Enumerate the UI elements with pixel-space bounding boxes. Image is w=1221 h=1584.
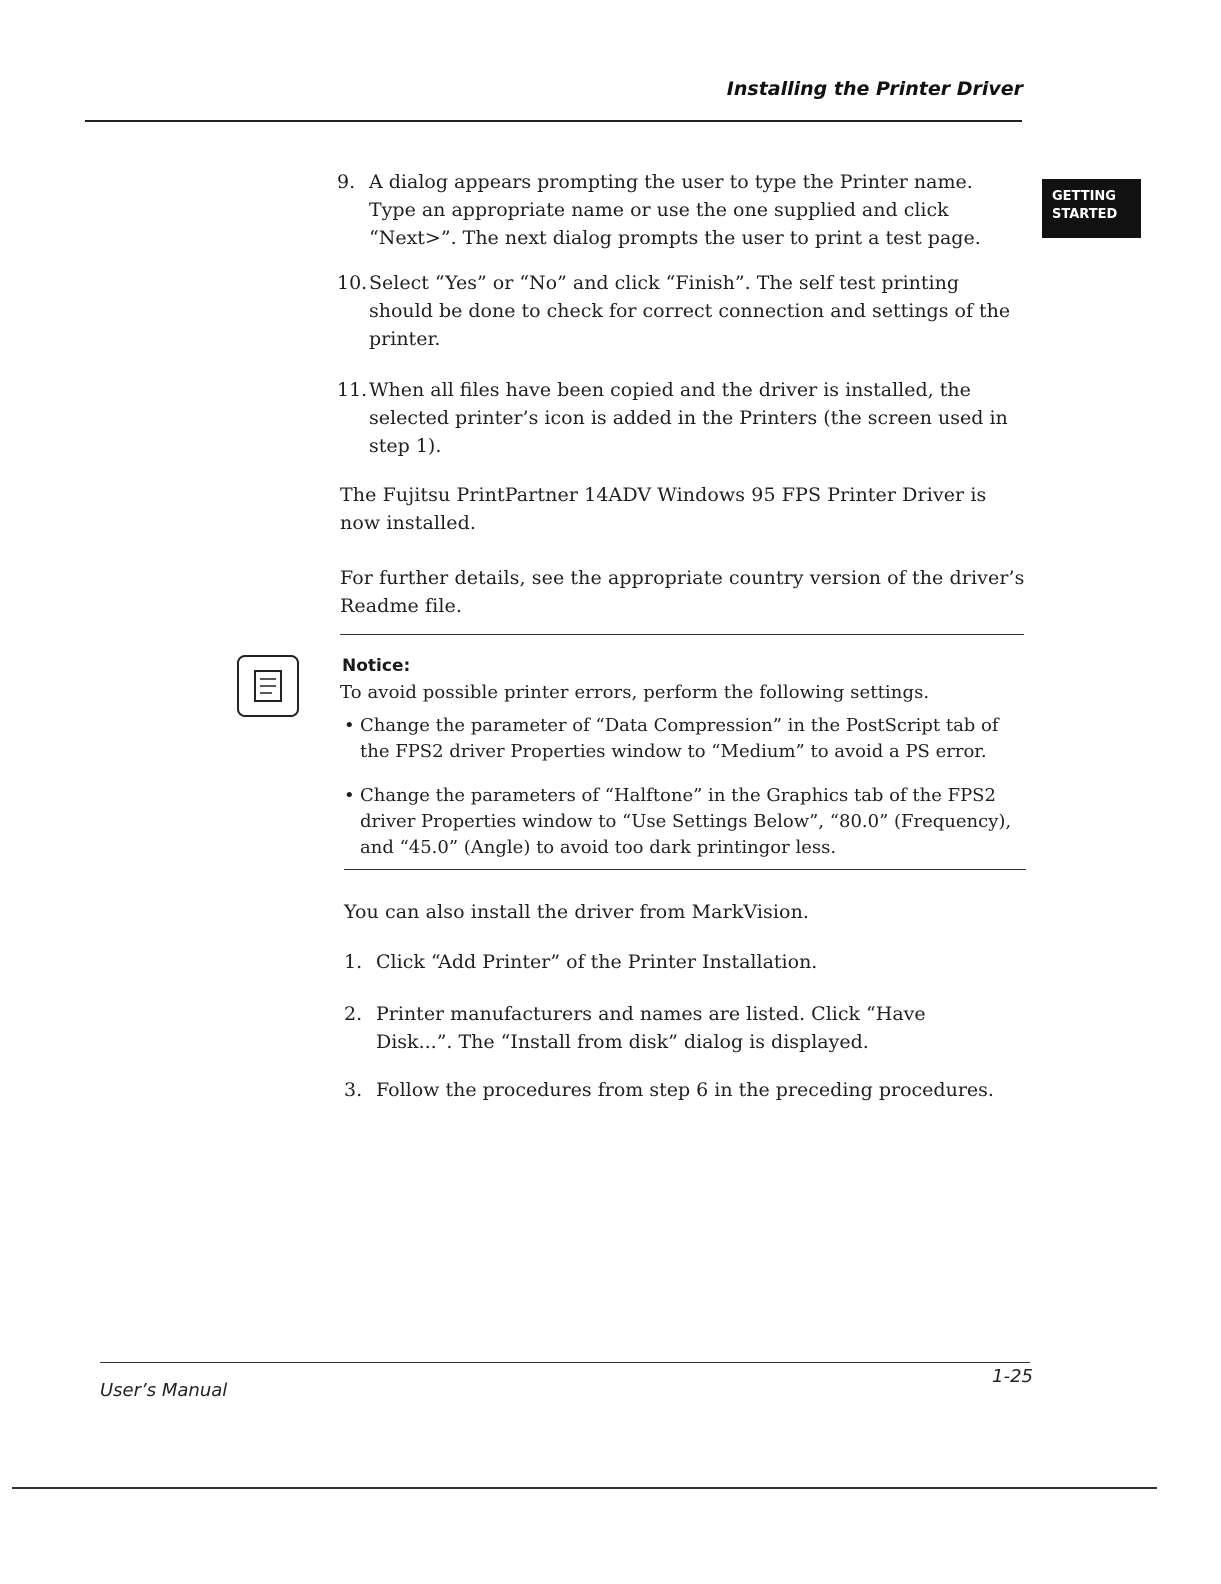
notice-title: Notice: — [342, 656, 411, 676]
step-1 — [344, 948, 1024, 976]
bullet-dot: • — [344, 785, 355, 806]
step-2 — [344, 1000, 1004, 1056]
scan-bottom-rule — [12, 1487, 1157, 1489]
notice-bullet — [344, 783, 1029, 861]
step-text: When all files have been copied and the driver is installed, the selected printer’s icon is added in the Printers (the screen used in step 1). — [369, 379, 1008, 457]
step-11 — [337, 376, 1017, 460]
step-number: 2. — [344, 1003, 363, 1025]
header-rule — [85, 120, 1022, 122]
footer-manual-label: User’s Manual — [100, 1380, 228, 1401]
tab-marker-line2: STARTED — [1052, 207, 1118, 222]
step-text: A dialog appears prompting the user to type the Printer name. Type an appropriate name or use the one supplied and click “Next>”. The next dialog prompts the user to print a test page. — [369, 171, 981, 249]
step-number: 10. — [337, 272, 368, 294]
step-number: 1. — [344, 951, 363, 973]
installed-paragraph: The Fujitsu PrintPartner 14ADV Windows 95 FPS Printer Driver is now installed. — [340, 484, 987, 534]
tab-marker-line1: GETTING — [1052, 189, 1116, 204]
step-3 — [344, 1076, 1024, 1104]
bullet-text: Change the parameter of “Data Compression” in the PostScript tab of the FPS2 driver Properties window to “Medium” to avoid a PS error. — [360, 715, 999, 762]
bullet-text: Change the parameters of “Halftone” in the Graphics tab of the FPS2 driver Properties window to “Use Settings Below”, “80.0” (Frequency), and “45.0” (Angle) to avoid too dark printingor less. — [360, 785, 1012, 858]
notice-top-rule — [340, 634, 1024, 635]
step-number: 11. — [337, 379, 368, 401]
step-text: Printer manufacturers and names are listed. Click “Have Disk...”. The “Install from disk” dialog is displayed. — [376, 1003, 926, 1053]
step-9 — [337, 168, 1017, 252]
step-10 — [337, 269, 1023, 353]
page-number: 1-25 — [992, 1366, 1033, 1387]
running-header: Installing the Printer Driver — [726, 78, 1023, 100]
step-text: Select “Yes” or “No” and click “Finish”. The self test printing should be done to check for correct connection and settings of the printer. — [369, 272, 1011, 350]
step-number: 9. — [337, 171, 356, 193]
bullet-dot: • — [344, 715, 355, 736]
footer-rule — [100, 1362, 1030, 1363]
section-tab-marker — [1042, 179, 1141, 238]
notice-intro: To avoid possible printer errors, perform the following settings. — [340, 682, 930, 703]
readme-paragraph: For further details, see the appropriate country version of the driver’s Readme file. — [340, 567, 1025, 617]
step-text: Click “Add Printer” of the Printer Installation. — [376, 951, 818, 973]
memo-icon — [237, 655, 299, 717]
notice-bottom-rule — [344, 869, 1026, 870]
markvision-paragraph: You can also install the driver from MarkVision. — [344, 901, 810, 923]
step-text: Follow the procedures from step 6 in the preceding procedures. — [376, 1079, 994, 1101]
step-number: 3. — [344, 1079, 363, 1101]
notice-bullet — [344, 713, 1014, 765]
